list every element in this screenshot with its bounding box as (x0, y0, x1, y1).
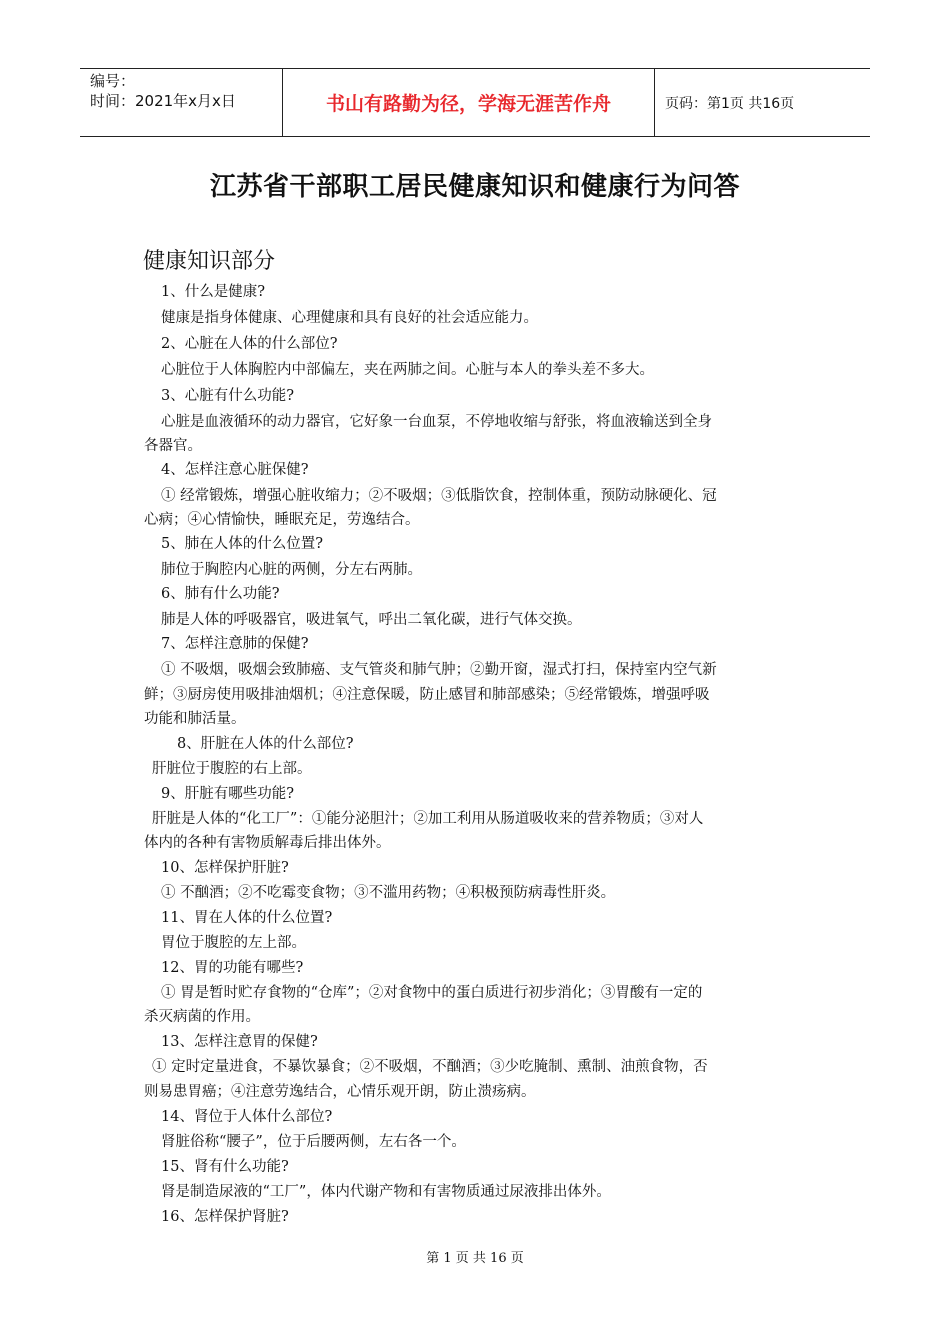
page-footer: 第 1 页 共 16 页 (426, 1251, 524, 1266)
question-line: 10、怎样保护肝脏? (161, 860, 289, 876)
question-line: 1、什么是健康? (161, 284, 265, 300)
section-title: 健康知识部分 (143, 249, 276, 274)
question-line: 3、心脏有什么功能? (161, 388, 294, 404)
answer-line: ① 定时定量进食，不暴饮暴食；②不吸烟，不酗酒；③少吃腌制、熏制、油煎食物，否 (152, 1059, 708, 1075)
answer-line: ① 不吸烟，吸烟会致肺癌、支气管炎和肺气肿；②勤开窗，湿式打扫，保持室内空气新 (161, 662, 717, 678)
header-page-info: 页码：第1页 共16页 (665, 95, 795, 112)
page-header (80, 68, 870, 137)
answer-line: 杀灭病菌的作用。 (144, 1009, 260, 1025)
answer-line: 心脏位于人体胸腔内中部偏左，夹在两肺之间。心脏与本人的拳头差不多大。 (161, 362, 654, 378)
question-line: 11、胃在人体的什么位置? (161, 910, 333, 926)
question-line: 6、肺有什么功能? (161, 586, 280, 602)
document-title: 江苏省干部职工居民健康知识和健康行为问答 (209, 172, 740, 202)
answer-line: 肾脏俗称“腰子”，位于后腰两侧，左右各一个。 (161, 1134, 466, 1150)
question-line: 7、怎样注意肺的保健? (161, 636, 309, 652)
header-meta (80, 69, 283, 136)
answer-line: 健康是指身体健康、心理健康和具有良好的社会适应能力。 (161, 310, 538, 326)
answer-line: 胃位于腹腔的左上部。 (161, 935, 306, 951)
answer-line: 肾是制造尿液的“工厂”，体内代谢产物和有害物质通过尿液排出体外。 (161, 1184, 611, 1200)
question-line: 4、怎样注意心脏保健? (161, 462, 309, 478)
answer-line: 肺位于胸腔内心脏的两侧，分左右两肺。 (161, 562, 422, 578)
question-line: 8、肝脏在人体的什么部位? (177, 736, 354, 752)
question-line: 5、肺在人体的什么位置? (161, 536, 323, 552)
question-line: 15、肾有什么功能? (161, 1159, 289, 1175)
answer-line: 肝脏位于腹腔的右上部。 (152, 761, 312, 777)
answer-line: ① 胃是暂时贮存食物的“仓库”；②对食物中的蛋白质进行初步消化；③胃酸有一定的 (161, 985, 703, 1001)
number-label: 编号： (90, 72, 136, 90)
answer-line: 心脏是血液循环的动力器官，它好象一台血泵，不停地收缩与舒张，将血液输送到全身 (161, 414, 712, 430)
answer-line: 肝脏是人体的“化工厂”：①能分泌胆汁；②加工利用从肠道吸收来的营养物质；③对人 (152, 811, 704, 827)
answer-line: 各器官。 (144, 438, 202, 454)
answer-line: 体内的各种有害物质解毒后排出体外。 (144, 835, 391, 851)
answer-line: 功能和肺活量。 (144, 711, 246, 727)
answer-line: 则易患胃癌；④注意劳逸结合，心情乐观开朗，防止溃疡病。 (144, 1084, 536, 1100)
answer-line: 鲜；③厨房使用吸排油烟机；④注意保暖，防止感冒和肺部感染；⑤经常锻炼，增强呼吸 (144, 687, 710, 703)
question-line: 9、肝脏有哪些功能? (161, 786, 294, 802)
answer-line: ① 经常锻炼，增强心脏收缩力；②不吸烟；③低脂饮食，控制体重，预防动脉硬化、冠 (161, 488, 717, 504)
question-line: 16、怎样保护肾脏? (161, 1209, 289, 1225)
question-line: 14、肾位于人体什么部位? (161, 1109, 333, 1125)
time-label: 时间：2021年x月x日 (90, 92, 236, 110)
answer-line: 心病；④心情愉快，睡眠充足，劳逸结合。 (144, 512, 420, 528)
answer-line: 肺是人体的呼吸器官，吸进氧气，呼出二氧化碳，进行气体交换。 (161, 612, 582, 628)
question-line: 13、怎样注意胃的保健? (161, 1034, 318, 1050)
answer-line: ① 不酗酒；②不吃霉变食物；③不滥用药物；④积极预防病毒性肝炎。 (161, 885, 616, 901)
header-motto: 书山有路勤为径，学海无涯苦作舟 (283, 69, 655, 136)
question-line: 12、胃的功能有哪些? (161, 960, 304, 976)
question-line: 2、心脏在人体的什么部位? (161, 336, 338, 352)
